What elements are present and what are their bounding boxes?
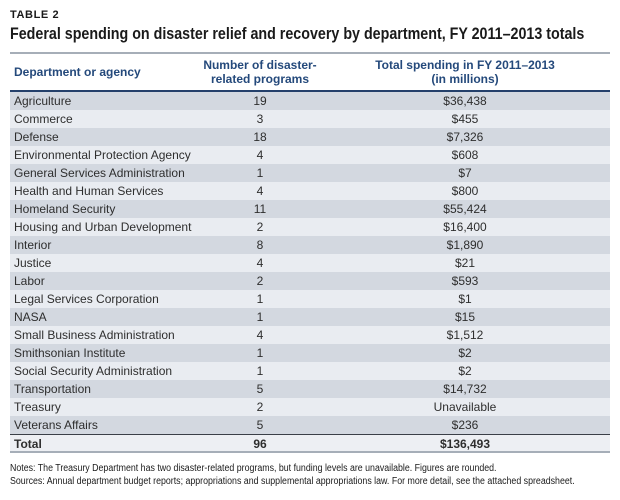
spending-cell: $21 — [454, 256, 476, 270]
table-footer — [10, 462, 610, 488]
programs-cell: 1 — [256, 346, 264, 360]
table-row — [10, 128, 610, 146]
spending-cell: $2 — [458, 346, 472, 360]
table-row — [10, 344, 610, 362]
department-cell: Small Business Administration — [14, 328, 175, 342]
table-row — [10, 290, 610, 308]
department-cell: Social Security Administration — [14, 364, 173, 378]
programs-cell: 19 — [253, 94, 267, 108]
spending-cell: $16,400 — [443, 220, 487, 234]
programs-cell: 2 — [256, 220, 264, 234]
programs-cell: 1 — [256, 310, 264, 324]
table-row — [10, 236, 610, 254]
table-row — [10, 110, 610, 128]
total-spending-cell: $136,493 — [439, 437, 491, 451]
notes-line: Notes: The Treasury Department has two disaster-related programs, but funding levels are unavailable. Figures are rounded. — [10, 463, 497, 474]
table-row — [10, 380, 610, 398]
spending-cell: $15 — [454, 310, 476, 324]
department-cell: Smithsonian Institute — [14, 346, 126, 360]
programs-cell: 4 — [256, 256, 264, 270]
column-header-department: Department or agency — [14, 65, 141, 79]
department-cell: Defense — [14, 130, 59, 144]
total-label-cell: Total — [14, 437, 42, 451]
spending-cell: $36,438 — [443, 94, 487, 108]
programs-cell: 3 — [256, 112, 264, 126]
spending-cell: $236 — [451, 418, 479, 432]
programs-cell: 11 — [253, 202, 267, 216]
spending-cell: Unavailable — [433, 400, 497, 414]
department-cell: General Services Administration — [14, 166, 185, 180]
table-row — [10, 92, 610, 110]
table-row — [10, 308, 610, 326]
table-row — [10, 272, 610, 290]
department-cell: Legal Services Corporation — [14, 292, 159, 306]
programs-cell: 4 — [256, 184, 264, 198]
table-row — [10, 416, 610, 434]
programs-cell: 1 — [256, 166, 264, 180]
programs-cell: 1 — [256, 292, 264, 306]
programs-cell: 1 — [256, 364, 264, 378]
spending-cell: $608 — [451, 148, 479, 162]
sources-line: Sources: Annual department budget reports; appropriations and supplemental appropriations law. For more detail, see the attached spreadsheet. — [10, 476, 575, 487]
table-row — [10, 254, 610, 272]
table-row — [10, 164, 610, 182]
department-cell: Transportation — [14, 382, 91, 396]
spending-cell: $800 — [451, 184, 479, 198]
department-cell: Commerce — [14, 112, 73, 126]
page-title: Federal spending on disaster relief and recovery by department, FY 2011–2013 totals — [10, 24, 585, 43]
department-cell: Veterans Affairs — [14, 418, 98, 432]
table-row — [10, 200, 610, 218]
spending-cell: $1 — [458, 292, 472, 306]
table-row — [10, 182, 610, 200]
programs-cell: 8 — [256, 238, 264, 252]
department-cell: Labor — [14, 274, 45, 288]
programs-cell: 4 — [256, 328, 264, 342]
table-row — [10, 326, 610, 344]
department-cell: Health and Human Services — [14, 184, 164, 198]
spending-cell: $7,326 — [446, 130, 484, 144]
table-header — [10, 52, 610, 92]
column-header-spending-line2: (in millions) — [431, 72, 499, 86]
total-row — [10, 434, 610, 453]
table-row — [10, 398, 610, 416]
spending-cell: $455 — [451, 112, 479, 126]
data-table — [10, 52, 610, 453]
programs-cell: 5 — [256, 418, 264, 432]
column-header-spending-line1: Total spending in FY 2011–2013 — [375, 58, 555, 72]
programs-cell: 18 — [253, 130, 267, 144]
department-cell: Agriculture — [14, 94, 72, 108]
spending-cell: $2 — [458, 364, 472, 378]
programs-cell: 4 — [256, 148, 264, 162]
column-header-spending — [320, 58, 610, 86]
table-body — [10, 92, 610, 434]
column-header-programs-line2: related programs — [210, 72, 310, 86]
department-cell: NASA — [14, 310, 47, 324]
department-cell: Interior — [14, 238, 52, 252]
spending-cell: $1,890 — [446, 238, 484, 252]
total-programs-cell: 96 — [253, 437, 267, 451]
spending-cell: $593 — [451, 274, 479, 288]
department-cell: Housing and Urban Development — [14, 220, 192, 234]
table-row — [10, 146, 610, 164]
department-cell: Homeland Security — [14, 202, 116, 216]
spending-cell: $1,512 — [446, 328, 484, 342]
spending-cell: $55,424 — [443, 202, 487, 216]
spending-cell: $7 — [458, 166, 472, 180]
department-cell: Treasury — [14, 400, 61, 414]
department-cell: Environmental Protection Agency — [14, 148, 191, 162]
column-header-programs — [200, 58, 320, 86]
table-label: TABLE 2 — [10, 9, 60, 21]
programs-cell: 2 — [256, 400, 264, 414]
table-row — [10, 218, 610, 236]
column-header-programs-line1: Number of disaster- — [203, 58, 317, 72]
programs-cell: 5 — [256, 382, 264, 396]
department-cell: Justice — [14, 256, 52, 270]
programs-cell: 2 — [256, 274, 264, 288]
spending-cell: $14,732 — [443, 382, 487, 396]
table-row — [10, 362, 610, 380]
